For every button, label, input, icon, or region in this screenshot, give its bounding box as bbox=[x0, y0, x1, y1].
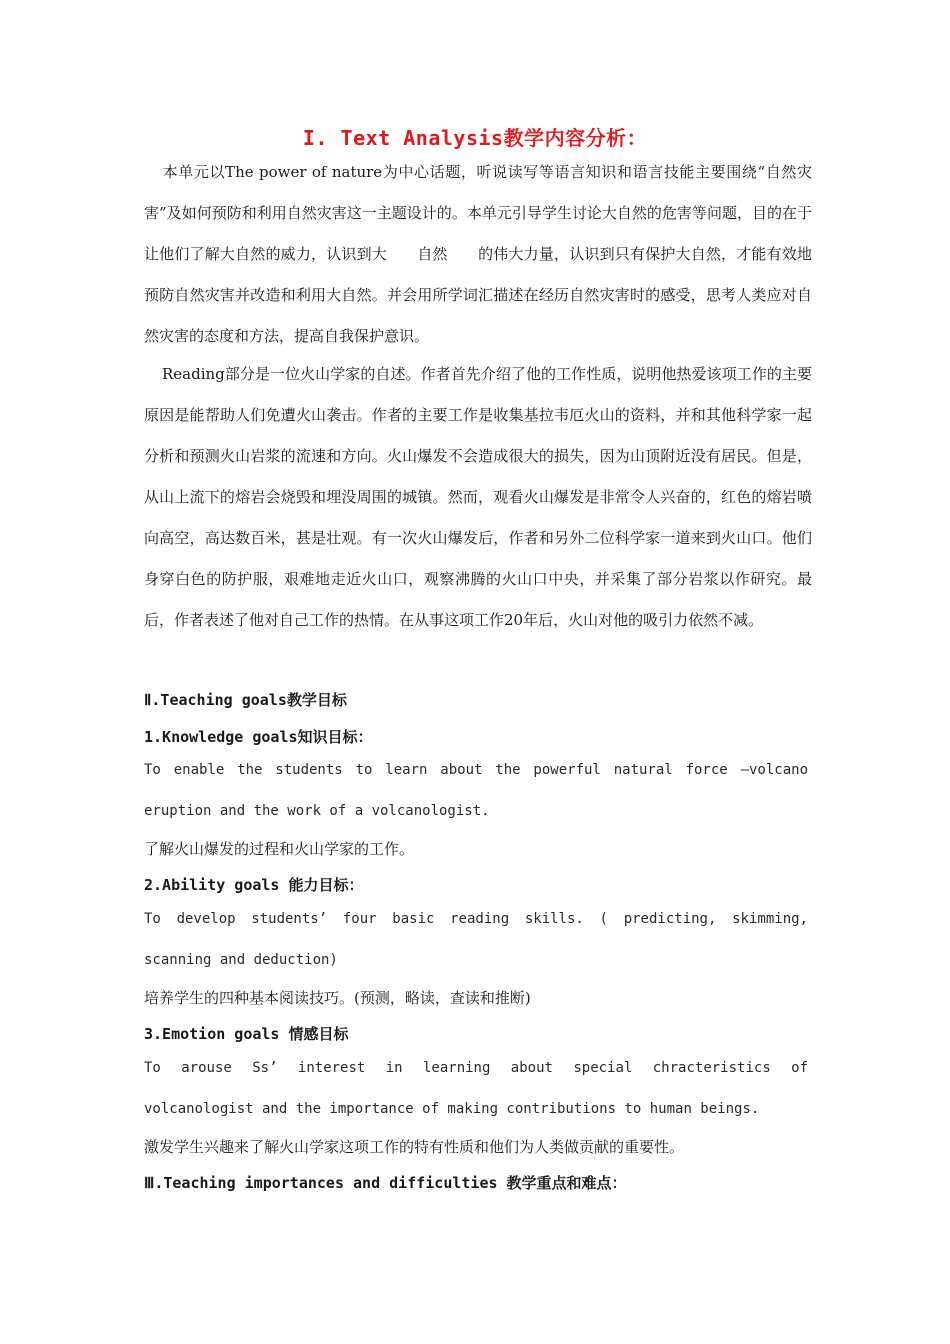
knowledge-goals-english-line2: eruption and the work of a volcanologist. bbox=[144, 803, 490, 819]
emotion-goals-english-line2: volcanologist and the importance of making contributions to human beings. bbox=[144, 1101, 760, 1117]
paragraph-reading-summary bbox=[144, 354, 812, 641]
emotion-goals-english-line1: To arouse Ss’ interest in learning about special chracteristics of bbox=[144, 1060, 808, 1076]
knowledge-goals-english-line1: To enable the students to learn about the powerful natural force —volcano bbox=[144, 762, 808, 778]
ability-goals-english-line1: To develop students’ four basic reading skills. ( predicting, skimming, bbox=[144, 911, 808, 927]
ability-goals-english-line2: scanning and deduction) bbox=[144, 952, 338, 968]
knowledge-goals-english bbox=[144, 750, 808, 832]
paragraph-unit-overview bbox=[144, 152, 812, 357]
emotion-goals-english bbox=[144, 1048, 808, 1130]
paragraph-reading-summary-text: Reading部分是一位火山学家的自述。作者首先介绍了他的工作性质，说明他热爱该项工作的主要原因是能帮助人们免遭火山袭击。作者的主要工作是收集基拉韦厄火山的资料，并和其他科学家一起分析和预测火山岩浆的流速和方向。火山爆发不会造成很大的损失，因为山顶附近没有居民。但是，从山上流下的熔岩会烧毁和埋没周围的城镇。然而，观看火山爆发是非常令人兴奋的，红色的熔岩喷向高空，高达数百米，甚是壮观。有一次火山爆发后，作者和另外二位科学家一道来到火山口。他们身穿白色的防护服，艰难地走近火山口，观察沸腾的火山口中央，并采集了部分岩浆以作研究。最后，作者表述了他对自己工作的热情。在从事这项工作20年后，火山对他的吸引力依然不减。 bbox=[144, 365, 812, 629]
heading-importances-difficulties: Ⅲ.Teaching importances and difficulties 教学重点和难点： bbox=[144, 1174, 627, 1192]
section-title-text-analysis: I. Text Analysis教学内容分析： bbox=[302, 126, 648, 150]
heading-knowledge-goals: 1.Knowledge goals知识目标： bbox=[144, 728, 373, 746]
heading-teaching-goals: Ⅱ.Teaching goals教学目标 bbox=[144, 691, 347, 709]
paragraph-unit-overview-text: 本单元以The power of nature为中心话题，听说读写等语言知识和语言技能主要围绕“自然灾害”及如何预防和利用自然灾害这一主题设计的。本单元引导学生讨论大自然的危害等问题，目的在于让他们了解大自然的威力，认识到大 自然 的伟大力量，认识到只有保护大自然，才能有效地预防自然灾害并改造和利用大自然。并会用所学词汇描述在经历自然灾害时的感受，思考人类应对自然灾害的态度和方法，提高自我保护意识。 bbox=[144, 163, 812, 345]
knowledge-goals-chinese: 了解火山爆发的过程和火山学家的工作。 bbox=[144, 840, 415, 858]
heading-ability-goals: 2.Ability goals 能力目标： bbox=[144, 876, 364, 894]
heading-emotion-goals: 3.Emotion goals 情感目标 bbox=[144, 1025, 349, 1043]
emotion-goals-chinese: 激发学生兴趣来了解火山学家这项工作的特有性质和他们为人类做贡献的重要性。 bbox=[144, 1138, 685, 1156]
ability-goals-english bbox=[144, 899, 808, 981]
ability-goals-chinese: 培养学生的四种基本阅读技巧。(预测，略读，查读和推断) bbox=[144, 989, 531, 1007]
